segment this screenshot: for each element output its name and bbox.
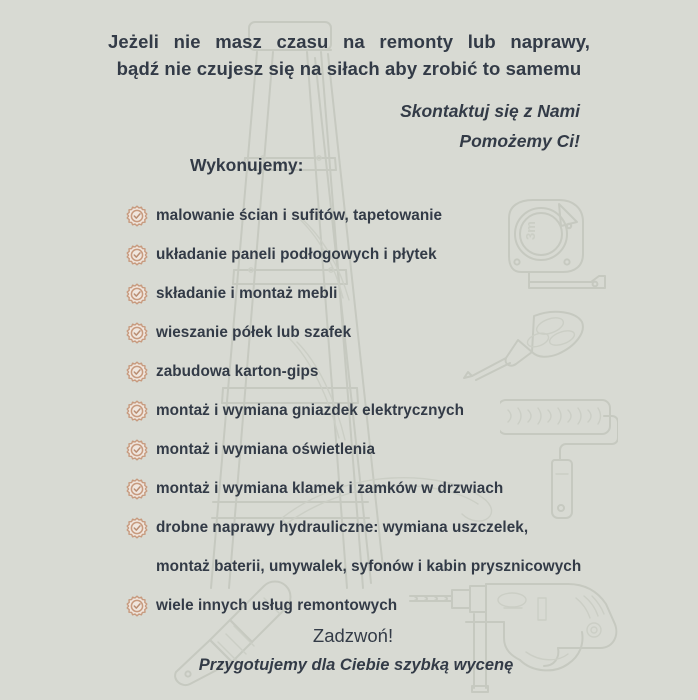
service-item-label: montaż i wymiana gniazdek elektrycznych: [156, 401, 464, 419]
service-item: [126, 430, 686, 469]
service-item-label: składanie i montaż mebli: [156, 284, 338, 302]
service-item-label: montaż i wymiana klamek i zamków w drzwiach: [156, 479, 504, 497]
service-item-label: montaż i wymiana oświetlenia: [156, 440, 376, 458]
service-item: [126, 586, 686, 625]
gear-check-icon: [126, 243, 156, 267]
headline-line-1: Jeżeli nie masz czasu na remonty lub naprawy,: [108, 31, 590, 52]
headline-line-2: bądź nie czujesz się na siłach aby zrobić to samemu: [116, 58, 582, 79]
service-item-label: drobne naprawy hydrauliczne: wymiana uszczelek,: [156, 518, 529, 536]
gear-check-icon: [126, 438, 156, 462]
service-item-label: malowanie ścian i sufitów, tapetowanie: [156, 206, 443, 224]
service-item-label: montaż baterii, umywalek, syfonów i kabin prysznicowych: [156, 557, 582, 575]
page-headline: [0, 28, 698, 82]
gear-check-icon: [126, 360, 156, 384]
services-heading: Wykonujemy:: [190, 155, 304, 175]
service-item: [126, 352, 686, 391]
services-list: [126, 196, 686, 625]
quote-offer-text: Przygotujemy dla Ciebie szybką wycenę: [198, 656, 514, 674]
tape-measure-label: 3m: [523, 221, 538, 240]
service-item-label: zabudowa karton-gips: [156, 362, 319, 380]
gear-check-icon: [126, 399, 156, 423]
service-item-label: układanie paneli podłogowych i płytek: [156, 245, 437, 263]
gear-check-icon: [126, 477, 156, 501]
call-to-action-text: Zadzwoń!: [312, 625, 394, 646]
service-item: [126, 196, 686, 235]
service-item-label: wiele innych usług remontowych: [156, 596, 398, 614]
contact-line-2: Pomożemy Ci!: [459, 131, 580, 151]
bottom-callout: [0, 622, 698, 680]
gear-check-icon: [126, 321, 156, 345]
gear-check-icon: [126, 594, 156, 618]
service-item: [126, 274, 686, 313]
contact-callout: [400, 96, 580, 156]
gear-check-icon: [126, 516, 156, 540]
gear-check-icon: [126, 204, 156, 228]
contact-line-1: Skontaktuj się z Nami: [400, 101, 580, 121]
service-item-label: wieszanie półek lub szafek: [156, 323, 352, 341]
gear-check-icon: [126, 282, 156, 306]
service-item: [126, 469, 686, 508]
service-item: [126, 391, 686, 430]
service-item: [126, 508, 686, 547]
service-item: [126, 235, 686, 274]
service-item: [126, 547, 686, 586]
service-item: [126, 313, 686, 352]
